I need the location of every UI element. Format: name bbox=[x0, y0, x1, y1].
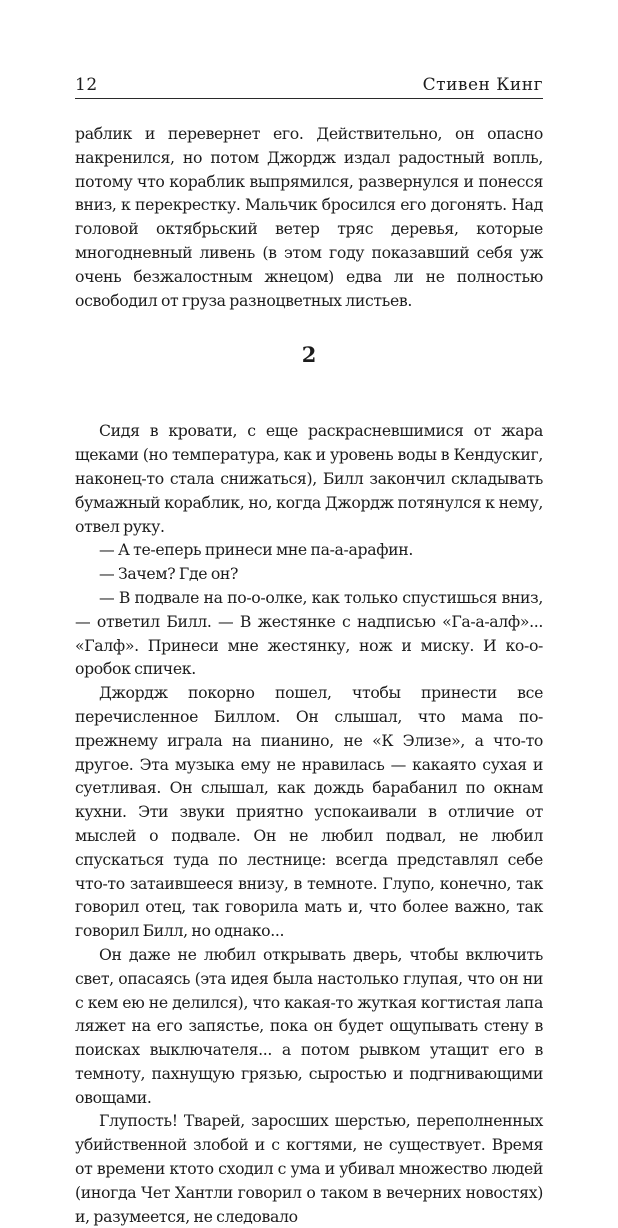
dialogue-line: — В подвале на по-о-олке, как только спустишься вниз, — ответил Билл. — В жестянке с надписью «Га-а-алф»... «Галф». Принеси мне жестянку, нож и миску. И ко-о-оробок спичек. bbox=[75, 587, 543, 679]
running-head bbox=[75, 69, 543, 95]
header-rule bbox=[75, 98, 543, 99]
chapter-number: 2 bbox=[301, 342, 317, 368]
dialogue-line: — Зачем? Где он? bbox=[99, 564, 239, 584]
opening-paragraph: раблик и перевернет его. Действительно, он опасно накренился, но потом Джордж издал радостный вопль, потому что кораблик выпрямился, развернулся и понесся вниз, к перекрестку. Мальчик бросился его догонять. Над головой октябрьский ветер тряс деревья, которые многодневный ливень (в этом году показавший себя уж очень безжалостным жнецом) едва ли не полностью освободил от груза разноцветных листьев. bbox=[75, 124, 543, 310]
dialogue-line: — А те-еперь принеси мне па-а-арафин. bbox=[99, 540, 413, 560]
page-number: 12 bbox=[75, 75, 98, 95]
paragraph: Он даже не любил открывать дверь, чтобы включить свет, опасаясь (эта идея была настолько глупая, что он ни с кем ею не делился), что какая-то жуткая когтистая лапа ляжет на его запястье, пока он будет ощупывать стену в поисках выключателя... а потом рывком утащит его в темноту, пахнущую грязью, сыростью и подгнивающими овощами. bbox=[75, 944, 543, 1107]
body-text bbox=[75, 122, 543, 1228]
section-spacer bbox=[75, 402, 543, 419]
paragraph: Сидя в кровати, с еще раскрасневшимися от жара щеками (но температура, как и уровень воды в Кендускиг, наконец-то стала снижаться), Билл закончил складывать бумажный кораблик, но, когда Джордж потянулся к нему, отвел руку. bbox=[75, 421, 543, 536]
paragraph: Глупость! Тварей, заросших шерстью, переполненных убийственной злобой и с когтями, не существует. Время от времени ктото сходил с ума и убивал множество людей (иногда Чет Хантли говорил о таком в вечерних новостях) и, разумеется, не следовало bbox=[75, 1111, 543, 1226]
paragraph: Джордж покорно пошел, чтобы принести все перечисленное Биллом. Он слышал, что мама по-прежнему играла на пианино, не «К Элизе», а что-то другое. Эта музыка ему не нравилась — какаято сухая и суетливая. Он слышал, как дождь барабанил по окнам кухни. Эти звуки приятно успокаивали в отличие от мыслей о подвале. Он не любил подвал, не любил спускаться туда по лестнице: всегда представлял себе что-то затаившееся внизу, в темноте. Глупо, конечно, так говорил отец, так говорила мать и, что более важно, так говорил Билл, но однако... bbox=[75, 683, 543, 941]
running-title: Стивен Кинг bbox=[422, 75, 543, 95]
